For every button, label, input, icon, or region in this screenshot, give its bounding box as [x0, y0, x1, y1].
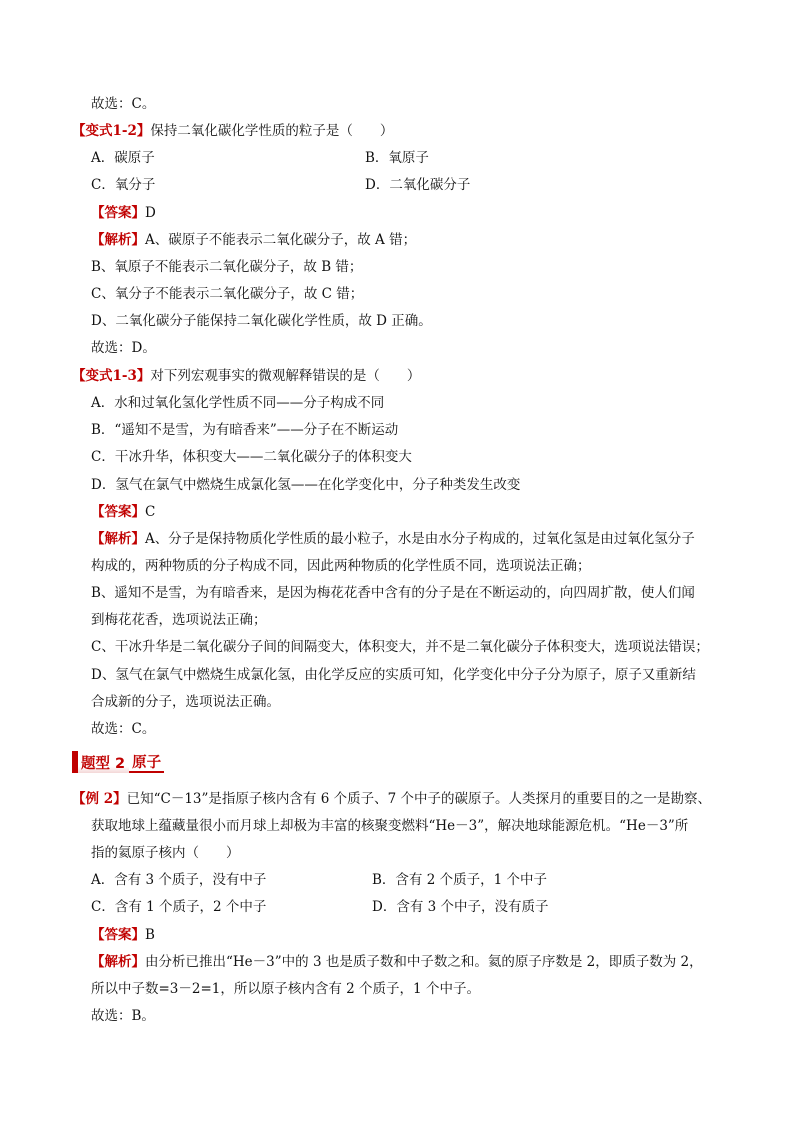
analysis-line — [91, 530, 695, 548]
question-text: 指的氦原子核内（ ） — [91, 845, 240, 861]
option-b: B．“遥知不是雪，为有暗香来”——分子在不断运动 — [91, 422, 399, 438]
answer-tag: 【答案】 — [91, 504, 145, 520]
analysis-line: C、干冰升华是二氧化碳分子间的间隔变大，体积变大，并不是二氧化碳分子体积变大，选项说法错误； — [91, 639, 709, 655]
option-a: A．碳原子 — [91, 150, 155, 166]
answer-value: B — [145, 927, 155, 943]
answer-value: C — [145, 504, 156, 520]
answer-line — [91, 926, 155, 944]
analysis-text: A、分子是保持物质化学性质的最小粒子，水是由水分子构成的，过氧化氢是由过氧化氢分子 — [145, 531, 695, 547]
option-d: D．二氧化碳分子 — [365, 177, 471, 193]
question-text: 获取地球上蕴藏量很小而月球上却极为丰富的核聚变燃料“He－3”，解决地球能源危机。“He－3”所 — [91, 818, 689, 834]
option-c: C．含有 1 个质子，2 个中子 — [91, 899, 267, 915]
section-header — [72, 751, 164, 773]
question-text: 对下列宏观事实的微观解释错误的是（ ） — [150, 368, 421, 384]
analysis-line: C、氧分子不能表示二氧化碳分子，故 C 错； — [91, 286, 364, 302]
option-d: D．含有 3 个中子，没有质子 — [372, 899, 549, 915]
choice-line: 故选：B。 — [91, 1008, 155, 1024]
analysis-line — [91, 231, 416, 249]
option-b: B．氧原子 — [365, 150, 429, 166]
analysis-line: 到梅花花香，选项说法正确； — [91, 612, 267, 628]
question-tag: 【变式1-3】 — [72, 368, 151, 384]
question-text: 已知“C－13”是指原子核内含有 6 个质子、7 个中子的碳原子。人类探月的重要目的之一是勘察、 — [126, 791, 711, 807]
question-example-2 — [72, 790, 711, 808]
choice-line: 故选：C。 — [91, 96, 156, 112]
question-variant-1-3 — [72, 367, 420, 385]
answer-line — [91, 204, 156, 222]
answer-value: D — [145, 205, 156, 221]
analysis-line: 构成的，两种物质的分子构成不同，因此两种物质的化学性质不同，选项说法正确； — [91, 558, 591, 574]
analysis-line: B、氧原子不能表示二氧化碳分子，故 B 错； — [91, 259, 363, 275]
analysis-text: A、碳原子不能表示二氧化碳分子，故 A 错； — [145, 232, 417, 248]
option-c: C．氧分子 — [91, 177, 156, 193]
analysis-text: 由分析已推出“He－3”中的 3 也是质子数和中子数之和。氦的原子序数是 2，即质子数为 2， — [145, 954, 703, 970]
option-d: D．氢气在氯气中燃烧生成氯化氢——在化学变化中，分子种类发生改变 — [91, 477, 521, 493]
option-b: B．含有 2 个质子，1 个中子 — [372, 872, 547, 888]
section-label: 题型 2 — [78, 751, 129, 773]
answer-tag: 【答案】 — [91, 927, 145, 943]
option-a: A．水和过氧化氢化学性质不同——分子构成不同 — [91, 395, 385, 411]
section-topic: 原子 — [129, 751, 164, 773]
choice-line: 故选：C。 — [91, 721, 156, 737]
analysis-line: 所以中子数=3－2=1，所以原子核内含有 2 个质子，1 个中子。 — [91, 981, 480, 997]
analysis-line: B、遥知不是雪，为有暗香来，是因为梅花花香中含有的分子是在不断运动的，向四周扩散，使人们闻 — [91, 585, 695, 601]
choice-line: 故选：D。 — [91, 340, 156, 356]
analysis-tag: 【解析】 — [91, 531, 145, 547]
analysis-line: D、二氧化碳分子能保持二氧化碳化学性质，故 D 正确。 — [91, 313, 432, 329]
option-c: C．干冰升华，体积变大——二氧化碳分子的体积变大 — [91, 449, 412, 465]
analysis-line: 合成新的分子，选项说法正确。 — [91, 694, 280, 710]
question-text: 保持二氧化碳化学性质的粒子是（ ） — [150, 123, 394, 139]
question-variant-1-2 — [72, 122, 393, 140]
analysis-tag: 【解析】 — [91, 954, 145, 970]
question-tag: 【例 2】 — [72, 791, 127, 807]
answer-tag: 【答案】 — [91, 205, 145, 221]
option-a: A．含有 3 个质子，没有中子 — [91, 872, 267, 888]
question-tag: 【变式1-2】 — [72, 123, 151, 139]
analysis-tag: 【解析】 — [91, 232, 145, 248]
answer-line — [91, 503, 155, 521]
analysis-line: D、氢气在氯气中燃烧生成氯化氢，由化学反应的实质可知，化学变化中分子分为原子，原子又重新结 — [91, 667, 696, 683]
analysis-line — [91, 953, 703, 971]
